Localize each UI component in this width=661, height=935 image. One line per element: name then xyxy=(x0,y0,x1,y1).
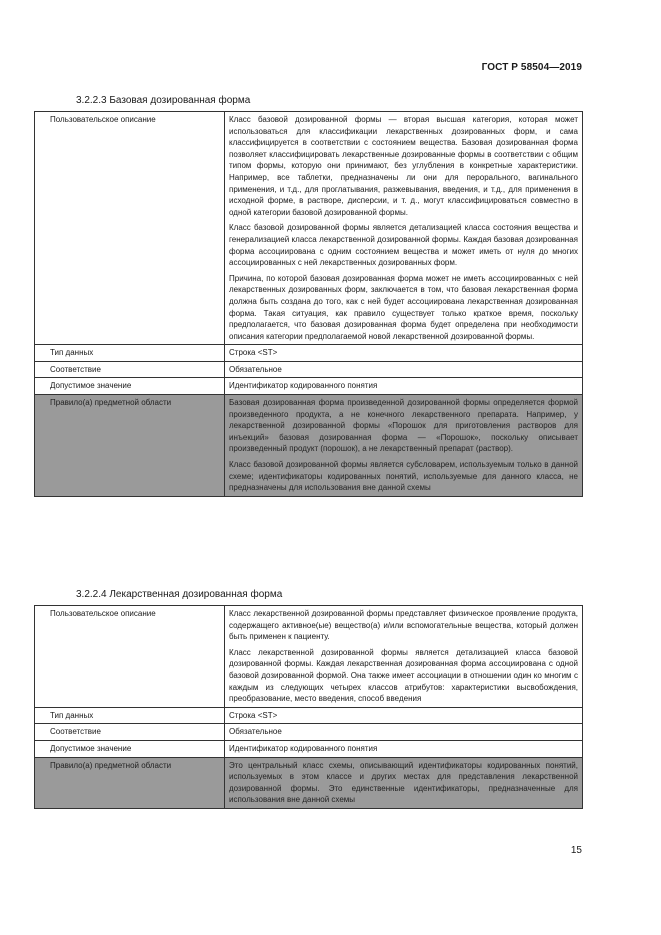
row-label: Пользовательское описание xyxy=(35,112,225,345)
value-paragraph: Базовая дозированная форма произведенной дозированной формы определяется формой произведенного продукта, а не конечного лекарственного препарата. Например, у лекарственной дозированной формы «Порошок для приготовления растворов для инъекций» базовая дозированная форма — «Порошок», поскольку описывает произведенный продукт (порошок), а не лекарственный препарат (раствор). xyxy=(229,398,578,454)
table-row xyxy=(35,740,583,757)
spec-table-3-2-2-4 xyxy=(34,605,583,809)
table-row xyxy=(35,724,583,741)
table-row xyxy=(35,395,583,497)
row-label: Допустимое значение xyxy=(35,740,225,757)
row-label: Правило(а) предметной области xyxy=(35,395,225,497)
value-paragraph: Обязательное xyxy=(229,364,282,374)
table-row xyxy=(35,378,583,395)
value-paragraph: Класс базовой дозированной формы — вторая высшая категория, которая может использоваться для классификации лекарственных дозированных форм, и сама классифицируется в соответствии с состоянием вещества. Базовая дозированная форма позволяет классифицировать лекарственные дозированные формы в соответствии с общим типом формы, которую они принимают, без углубления в конкретные характеристики. Например, все таблетки, предназначены ли они для перорального, вагинального применения, и т.д., для проглатывания, разжевывания, введения, и т.д., для применения в исходной форме, в растворе, дисперсии, и т. д., могут классифицироваться совместно в одной категории базовой дозированной формы. xyxy=(229,115,578,217)
value-paragraph: Класс лекарственной дозированной формы представляет физическое проявление продукта, содержащего активное(ые) вещество(а) и/или вспомогательные вещества, который должен быть применен к пациенту. xyxy=(229,609,578,642)
table-row xyxy=(35,112,583,345)
value-paragraph: Класс базовой дозированной формы является субсловарем, используемым только в данной схеме; идентификаторы кодированных понятий, используемые для данного класса, не предназначены для использования вне данной схемы xyxy=(229,460,578,493)
page-number: 15 xyxy=(570,845,582,856)
row-value xyxy=(225,395,583,497)
value-paragraph: Причина, по которой базовая дозированная форма может не иметь ассоциированных с ней лекарственных дозированных форм, заключается в том, что базовая лекарственная форма должна быть создана до того, как с ней будет ассоциирована лекарственная дозированная форма. Такая ситуация, как правило существует только краткое время, поскольку предполагается, что базовая дозированная форма будет определена при необходимости описания категории предполагаемой новой лекарственной дозированной формы. xyxy=(229,273,578,341)
row-label: Соответствие xyxy=(35,361,225,378)
section-title-3-2-2-3: 3.2.2.3 Базовая дозированная форма xyxy=(76,95,251,106)
row-label: Пользовательское описание xyxy=(35,606,225,708)
row-label: Правило(а) предметной области xyxy=(35,757,225,808)
row-value xyxy=(225,606,583,708)
row-value xyxy=(225,361,583,378)
row-value xyxy=(225,740,583,757)
row-value xyxy=(225,378,583,395)
row-label: Допустимое значение xyxy=(35,378,225,395)
table-row xyxy=(35,707,583,724)
row-value xyxy=(225,724,583,741)
value-paragraph: Это центральный класс схемы, описывающий идентификаторы кодированных понятий, используемых в этом классе и других местах для представления лекарственной дозированной формы. Это единственные идентификаторы, предназначенные для использования вне данной схемы xyxy=(229,760,578,805)
document-code: ГОСТ Р 58504—2019 xyxy=(481,62,582,73)
row-value xyxy=(225,707,583,724)
table-row xyxy=(35,606,583,708)
table-row xyxy=(35,345,583,362)
table-row xyxy=(35,361,583,378)
spec-table-3-2-2-3 xyxy=(34,111,583,497)
row-label: Соответствие xyxy=(35,724,225,741)
value-paragraph: Класс базовой дозированной формы является детализацией класса состояния вещества и генерализацией класса лекарственной дозированной формы. Каждая базовая дозированная форма ассоциирована с одним состоянием вещества и может иметь от нуля до многих ассоциированных с ней лекарственных дозированных форм. xyxy=(229,223,578,268)
section-title-3-2-2-4: 3.2.2.4 Лекарственная дозированная форма xyxy=(76,589,283,600)
value-paragraph: Строка <ST> xyxy=(229,710,278,720)
value-paragraph: Обязательное xyxy=(229,727,282,737)
value-paragraph: Класс лекарственной дозированной формы является детализацией класса базовой дозированной формы. Каждая лекарственная дозированная форма ассоциирована с одной базовой дозированной формой. Она также имеет ассоциации в отношении один ко многим с каждым из следующих четырех классов атрибутов: характеристики высвобождения, преобразование, место введения, способ введения xyxy=(229,647,578,704)
row-value xyxy=(225,112,583,345)
value-paragraph: Строка <ST> xyxy=(229,348,278,358)
table-row xyxy=(35,757,583,808)
row-label: Тип данных xyxy=(35,707,225,724)
value-paragraph: Идентификатор кодированного понятия xyxy=(229,743,378,753)
value-paragraph: Идентификатор кодированного понятия xyxy=(229,381,378,391)
row-label: Тип данных xyxy=(35,345,225,362)
row-value xyxy=(225,757,583,808)
row-value xyxy=(225,345,583,362)
